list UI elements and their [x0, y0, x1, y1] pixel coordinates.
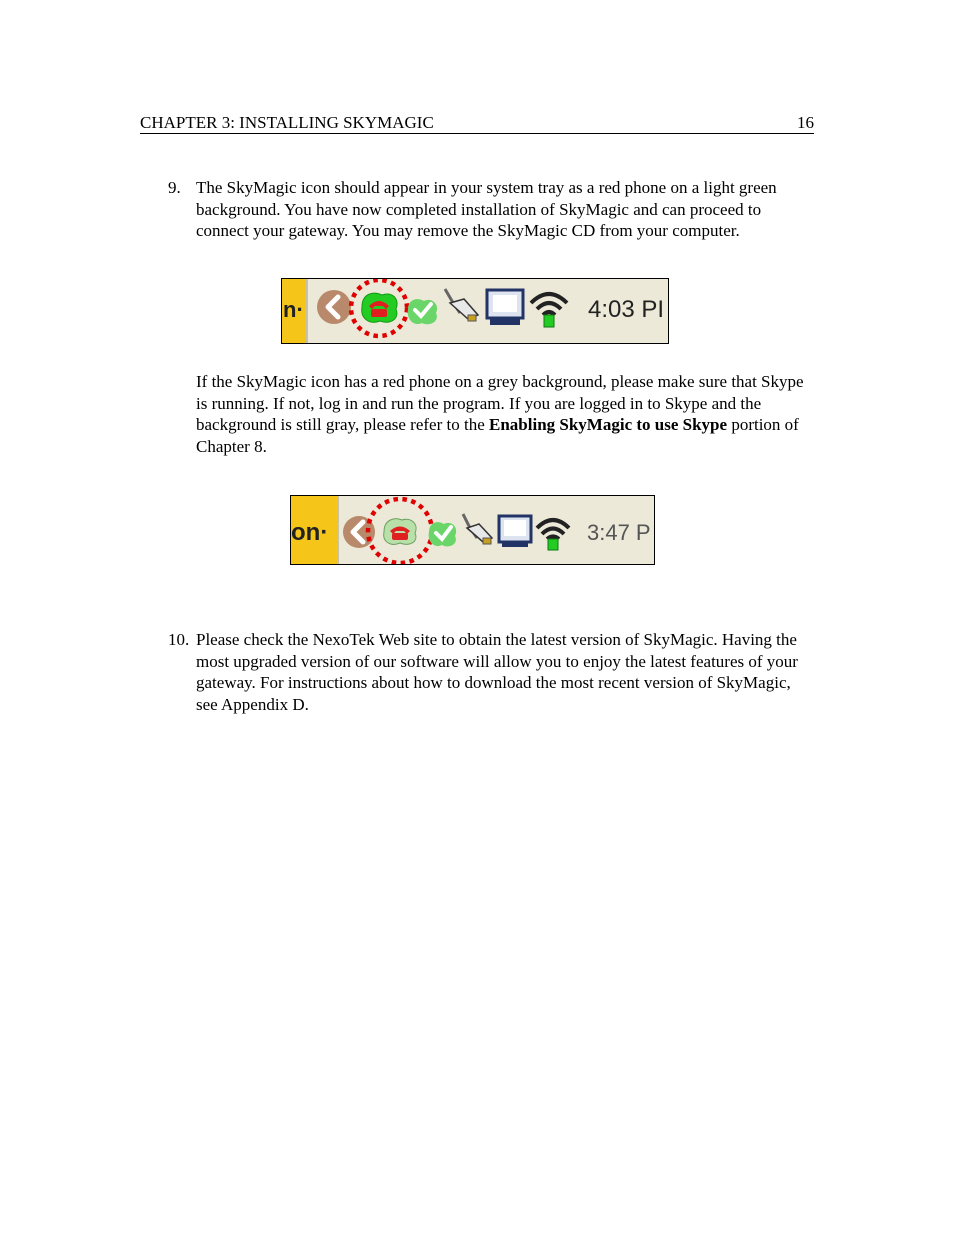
system-tray-screenshot-active	[281, 278, 669, 344]
step-9-number: 9.	[168, 178, 181, 197]
taskbar-button-text: n·	[283, 297, 304, 322]
clock-time: 4:03 PI	[588, 296, 665, 323]
section-reference: Enabling SkyMagic to use Skype	[489, 415, 728, 435]
step-10-text: Please check the NexoTek Web site to obtain the latest version of SkyMagic. Having the most upgraded version of our software will allow you to enjoy the latest features of your gateway. For instructions about how to download the most recent version of SkyMagic, see Appendix D.	[196, 630, 798, 715]
display-monitor-icon	[487, 290, 523, 325]
skymagic-phone-icon	[384, 519, 416, 545]
taskbar-button-text: on·	[291, 519, 329, 546]
chevron-left-icon	[317, 290, 351, 324]
clock-time: 3:47 P	[587, 520, 651, 545]
grey-icon-note: If the SkyMagic icon has a red phone on a grey background, please make sure that Skype is running. If not, log in and run the program. If you are logged in to Skype and the background is still gray, please refer to the Enabling SkyMagic to use Skype portion of Chapter 8.	[196, 372, 804, 457]
page-header	[140, 113, 814, 134]
skymagic-phone-icon	[362, 293, 397, 322]
skype-check-icon	[408, 299, 437, 324]
step-10-number: 10.	[168, 630, 190, 649]
skype-check-icon	[429, 522, 457, 546]
page-number: 16	[797, 113, 814, 132]
step-9-text: The SkyMagic icon should appear in your system tray as a red phone on a light green background. You have now completed installation of SkyMagic and can proceed to connect your gateway. You may remove the SkyMagic CD from your computer.	[196, 178, 777, 241]
system-tray-screenshot-inactive	[290, 495, 655, 565]
chapter-title: CHAPTER 3: INSTALLING SKYMAGIC	[140, 113, 434, 132]
display-monitor-icon	[499, 516, 531, 547]
